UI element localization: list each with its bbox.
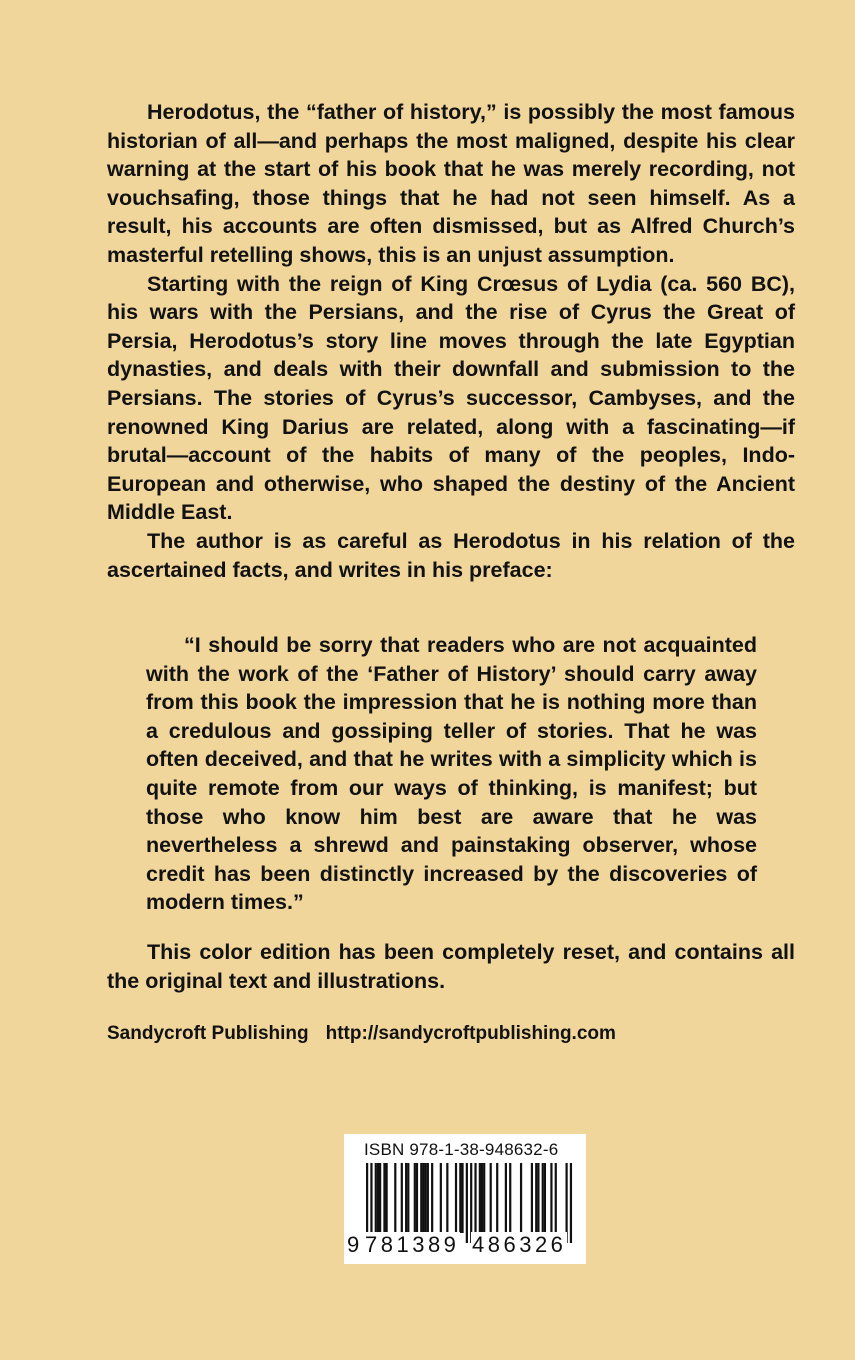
- barcode-digit-first: 9: [347, 1232, 360, 1257]
- barcode-bar: [431, 1163, 433, 1233]
- barcode-bar: [490, 1163, 492, 1233]
- barcode-bar: [470, 1163, 472, 1243]
- barcode-bar: [375, 1163, 377, 1233]
- barcode-bar: [531, 1163, 533, 1233]
- barcode-bar: [565, 1163, 567, 1243]
- barcode-bar: [542, 1163, 544, 1233]
- paragraph-story-summary: Starting with the reign of King Crœsus of Lydia (ca. 560 BC), his wars with the Persians, and the rise of Cyrus the Great of Persia, Herodotus’s story line moves through the late Egyptian dynasties, and deals with their downfall and submission to the Persians. The stories of Cyrus’s successor, Cambyses, and the renowned King Darius are related, along with a fascinating—if brutal—account of the habits of many of the peoples, Indo-European and otherwise, who shaped the destiny of the Ancient Middle East.: [107, 271, 795, 525]
- barcode-bar: [509, 1163, 511, 1233]
- paragraph-author-preface: The author is as careful as Herodotus in his relation of the ascertained facts, and writes in his preface:: [107, 528, 795, 582]
- paragraph-herodotus-intro: Herodotus, the “father of history,” is possibly the most famous historian of all—and perhaps the most maligned, despite his clear warning at the start of his book that he was merely recording, not vouchsafing, those things that he had not seen himself. As a result, his accounts are often dismissed, but as Alfred Church’s masterful retelling shows, this is an unjust assumption.: [107, 100, 795, 267]
- edition-note: [107, 938, 795, 995]
- barcode-bar: [425, 1163, 427, 1233]
- barcode-bar: [383, 1163, 385, 1233]
- barcode-bar: [550, 1163, 552, 1233]
- barcode-bar: [455, 1163, 457, 1233]
- barcode-bar: [416, 1163, 418, 1233]
- barcode-bar: [427, 1163, 429, 1233]
- barcode-bar: [537, 1163, 539, 1233]
- barcode-bar: [483, 1163, 485, 1233]
- publisher-name: Sandycroft Publishing: [107, 1023, 309, 1044]
- barcode-bar: [555, 1163, 557, 1233]
- publisher-line: [107, 1020, 616, 1048]
- barcode-bar: [407, 1163, 409, 1233]
- barcode-digits-left: 781389: [365, 1232, 460, 1257]
- barcode-bar: [496, 1163, 498, 1233]
- barcode-bar: [414, 1163, 416, 1233]
- barcode-bar: [377, 1163, 379, 1233]
- barcode-bar: [405, 1163, 407, 1233]
- barcode-bar: [544, 1163, 546, 1233]
- description-text: [107, 98, 795, 584]
- isbn-label: ISBN 978-1-38-948632-6: [364, 1140, 559, 1159]
- barcode-bar: [446, 1163, 448, 1233]
- barcode-bar: [379, 1163, 381, 1233]
- barcode-bar: [535, 1163, 537, 1233]
- barcode-bar: [366, 1163, 368, 1243]
- barcode-bar: [370, 1163, 372, 1243]
- barcode-bar: [394, 1163, 396, 1233]
- barcode-bar: [570, 1163, 572, 1243]
- barcode-bar: [401, 1163, 403, 1233]
- barcode-bar: [481, 1163, 483, 1233]
- barcode-bar: [466, 1163, 468, 1243]
- barcode-digits-right: 486326: [472, 1232, 567, 1257]
- barcode-bar: [440, 1163, 442, 1233]
- barcode-bar: [479, 1163, 481, 1233]
- paragraph-edition: This color edition has been completely reset, and contains all the original text and illustrations.: [107, 940, 795, 993]
- barcode-bar: [420, 1163, 422, 1233]
- barcode-digits: [347, 1232, 576, 1260]
- barcode-bar: [505, 1163, 507, 1233]
- isbn-barcode: [344, 1134, 586, 1264]
- barcode-bar: [386, 1163, 388, 1233]
- barcode-bar: [461, 1163, 463, 1233]
- barcode-bar: [474, 1163, 476, 1233]
- barcode-bar: [520, 1163, 522, 1233]
- preface-quote: “I should be sorry that readers who are not acquainted with the work of the ‘Father of History’ should carry away from this book the impression that he is nothing more than a credulous and gossiping teller of stories. That he was often deceived, and that he writes with a simplicity which is quite remote from our ways of thinking, is manifest; but those who know him best are aware that he was nevertheless a shrewd and painstaking observer, whose credit has been distinctly increased by the discoveries of modern times.”: [146, 633, 757, 915]
- publisher-url: http://sandycroftpublishing.com: [325, 1023, 616, 1044]
- barcode-bar: [422, 1163, 424, 1233]
- barcode-bar: [459, 1163, 461, 1233]
